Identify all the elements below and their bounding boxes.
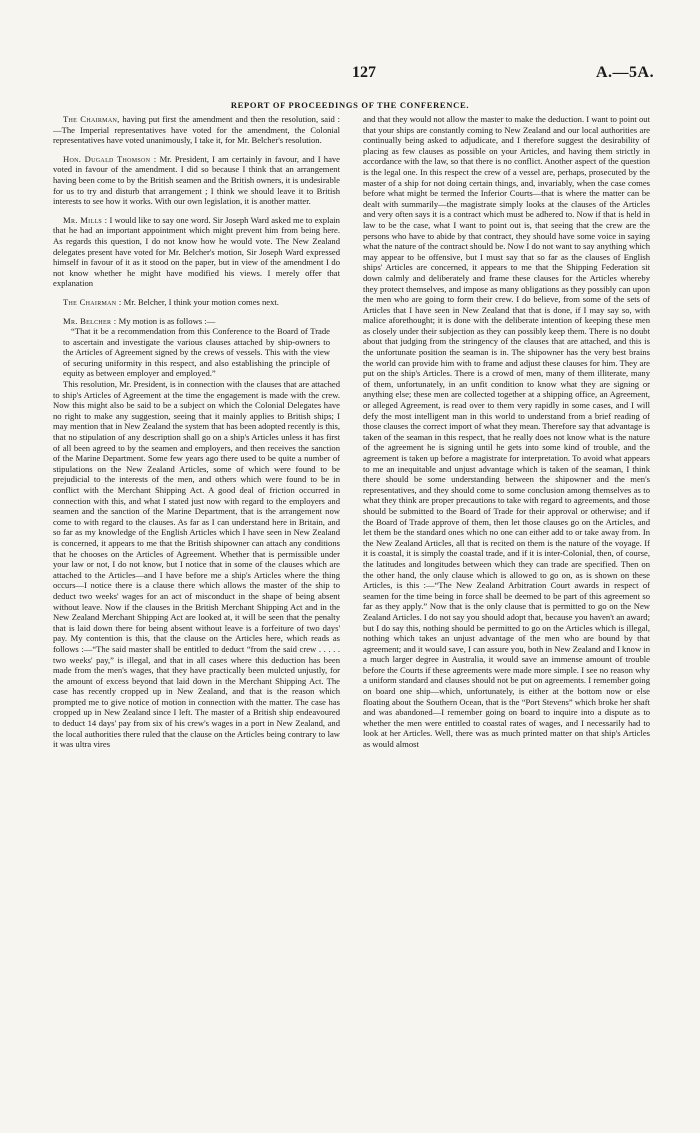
quoted-motion xyxy=(53,326,340,379)
paragraph-text: having put first the amendment and then the resolution, said :—The Imperial representatives have voted for the amendment, the Colonial representatives have voted unanimously, I take it, for Mr. Belcher's resolution. xyxy=(53,114,341,146)
page-number: 127 xyxy=(352,64,376,81)
speaker-name: Hon. Dugald Thomson : xyxy=(63,153,157,164)
speaker-name: Mr. Mills : xyxy=(63,214,108,225)
paragraph xyxy=(53,297,340,308)
right-column xyxy=(363,114,650,750)
paragraph xyxy=(53,316,340,327)
paragraph-text: Mr. Belcher, I think your motion comes next. xyxy=(121,296,279,307)
running-title: REPORT OF PROCEEDINGS OF THE CONFERENCE. xyxy=(230,100,470,110)
left-column xyxy=(53,114,340,750)
speaker-name: The Chairman : xyxy=(63,296,122,307)
paragraph xyxy=(53,215,340,289)
page-header xyxy=(0,64,700,86)
paragraph-text: I would like to say one word. Sir Joseph Ward asked me to explain that he had an important appointment which might prevent him from being here. As regards this question, I do not know how he would vote. The New Zealand delegates present have voted for Mr. Belcher's motion, Sir Joseph Ward expressed himself in favour of it as it stood on the paper, but in view of the amendment I do not know whether he might have modified his views. I merely offer that explanation xyxy=(53,214,340,289)
quote-text: “That it be a recommendation from this Conference to the Board of Trade to ascertain and investigate the various clauses attached by ship-owners to the Articles of Agreement signed by the crews of vessels. This with the view of securing uniformity in this respect, and also establishing the principle of equity as between employer and employed.” xyxy=(63,326,330,379)
paragraph-text: This resolution, Mr. President, is in connection with the clauses that are attached to ship's Articles of Agreement at the time the engagement is made with the crew. Now this might also be said to be a subject on which the Colonial Delegates have no right to make any suggestion, seeing that it mainly applies to British ships; I may mention that in New Zealand the system that has been adopted recently is this, that no stipulation of any description shall go on a ship's Articles unless it has first of all been agreed to by the seamen and employers, and then receives the sanction of the Marine Department. Some few years ago there used to be quite a number of stipulations on the New Zealand Articles, some of which were found to be prejudicial to the interests of the men, and others which were found to be in conflict with the Merchant Shipping Act. A good deal of friction occurred in connection with this, and what I stated just now with regard to the employers and seamen and the sanction of the Marine Department, that is the arrangement now come to with regard to the clauses. As far as I can understand here in Britain, and so far as my knowledge of the English Articles which I have seen in New Zealand is concerned, it appears to me that the British shipowner can attach any conditions that he chooses on the Articles of Agreement. Whether that is permissible under your law or not, I do not know, but I notice that in some of the clauses which are attached to the Articles—and I have before me a ship's Articles where the thing occurs—I notice there is a clause there which allows the master of the ship to deduct two weeks' wages for an act of misconduct in the shape of being absent without leave. Now if the clauses in the British Merchant Shipping Act and in the New Zealand Merchant Shipping Act are looked at, it will be seen that the penalty that is laid down there for being absent without leave is a forfeiture of two days' pay. My contention is this, that the clause on the Articles here, which reads as follows :—“The said master shall be entitled to deduct “from the said crew . . . . . two weeks' pay,” is illegal, and that in all cases where this deduction has been made from the men's wages, that they have practically been mulcted unjustly, for the amount of excess beyond that laid down in the Merchant Shipping Act. The case has recently cropped up in New Zealand, and that is the reason which prompted me to give notice of motion in connection with the matter. The case has cropped up in New Zealand since I left. The master of a British ship endeavoured to deduct 14 days' pay from six of his crew's wages in a port in New Zealand, and the local authorities there ruled that the clause on the Articles being contrary to law it was ultra vires xyxy=(53,379,340,750)
speaker-name: The Chairman, xyxy=(63,114,120,124)
speaker-name: Mr. Belcher : xyxy=(63,315,117,326)
paragraph-text: Mr. President, I am certainly in favour, and I have voted in favour of the amendment. I did so because I think that an arrangement having been come to by the British seamen and the British owners, it is undesirable for us to try and disturb that arrangement ; I think we should leave it to British interests to see how it works. With our own legislation, it is another matter. xyxy=(53,153,340,207)
paragraph xyxy=(363,114,650,750)
paragraph xyxy=(53,114,340,146)
paragraph-text: and that they would not allow the master to make the deduction. I want to point out that your ships are constantly coming to New Zealand and our local authorities are continually being asked to adjudicate, and I therefore suggest the desirability of placing as few clauses as possible on your Articles, and having them strictly in accordance with the law, so that there is no conflict. Another aspect of the question is the legal one. In this respect the crew of a vessel are, perhaps, prosecuted by the master of a ship for not doing certain things, and, invariably, when the case comes before what might be termed the Inferior Courts—that is where the matter can be dealt with summarily—the magistrate simply looks at the clauses of the Articles and very often says it is a contract which must be adhered to. Now if that is held in law to be the case, what I want to point out is, that seeing that the crew are the persons who have to abide by that contract, they should have some voice in saying what the nature of the contract should be. Now I do not want to say anything which may appear to be offensive, but I must say that so far as the clauses of English ships' Articles are concerned, it appears to me that the Shipping Federation sit down calmly and deliberately and frame these clauses for the Articles whereby they protect themselves, and impose as many obligations as they possibly can upon the men who are going to form their crew. I do believe, from some of the sets of Articles that I have seen in New Zealand that that is done, if I may say so, with malice aforethought; it is done with the deliberate intention of keeping these men as closely under their subjection as they can possibly keep them. There is no doubt about that judging from the stringency of the clauses that are attached, and this is the unfortunate position the seaman is in. The shipowner has the very best brains the world can provide him with to frame and adjust these clauses for him. They are put on the ship's Articles. There is a crowd of men, many of them illiterate, many of them, unfortunately, in an unfit condition to know what they are signing or anything else; these men are collected together at a shipping office, an Agreement, or alleged Agreement, is read over to them very rapidly in some cases, and I will defy the most intelligent man in this world to understand from a brief reading of those clauses the correct import of what they mean. Therefore say that advantage is taken of the seaman in this respect, that he really does not know what is the nature of the agreement he is signing until he gets into some kind of trouble, and the agreement is taken up before a magistrate for interpretation. To avoid what appears to me an inequitable and unjust advantage which is taken of the seaman, I think there should be some understanding between the shipowner and the men's representatives, and they should come to some conclusion among themselves as to what they think are proper precautions to take with regard to agreements, and those should be submitted to the Board of Trade for their approval or otherwise; and if the Board of Trade approve of them, then let those clauses go on the Articles, and let them be the standard ones which no one can either add to or take away from. In the New Zealand Articles, all that is recited on them is the nature of the voyage. If it is coastal, it is simply the coastal trade, and if it is inter-Colonial, then, of course, the latitudes and longitudes between which they can trade are specified. Then on the other hand, the only clause which is allowed to go on, as is shown on these Articles, is this :—“The New Zealand Arbitration Court awards in respect of seamen for the time being in force shall be deemed to be part of this agreement so far as they apply.” Now that is the only clause that is permitted to go on the New Zealand Articles. I do not say you should adopt that, because you haven't an award; but I do say this, nothing should be permitted to go on the Articles which is illegal, nothing which takes an unjust advantage of the men who are bound by that agreement; and it would save, I can assure you, both in New Zealand and I know in a much larger degree in Australia, it would save an immense amount of trouble before the Courts if these agreements were made more simple. I see no reason why a uniform standard and clauses should not be put on agreements. I remember going on board one ship—which, unfortunately, is either at the bottom now or else floating about the Southern Ocean, that is the “Port Stevens” which broke her shaft and was abandoned—I remember going on board to inquire into a dispute as to whether the men were entitled to coastal rates of wages, and I necessarily had to look at her Articles. Well, there was as much printed matter on that ship's Articles as would almost xyxy=(363,114,650,750)
paragraph xyxy=(53,379,340,750)
paragraph-text: My motion is as follows :— xyxy=(116,315,216,326)
paragraph xyxy=(53,154,340,207)
document-reference: A.—5A. xyxy=(596,64,655,81)
